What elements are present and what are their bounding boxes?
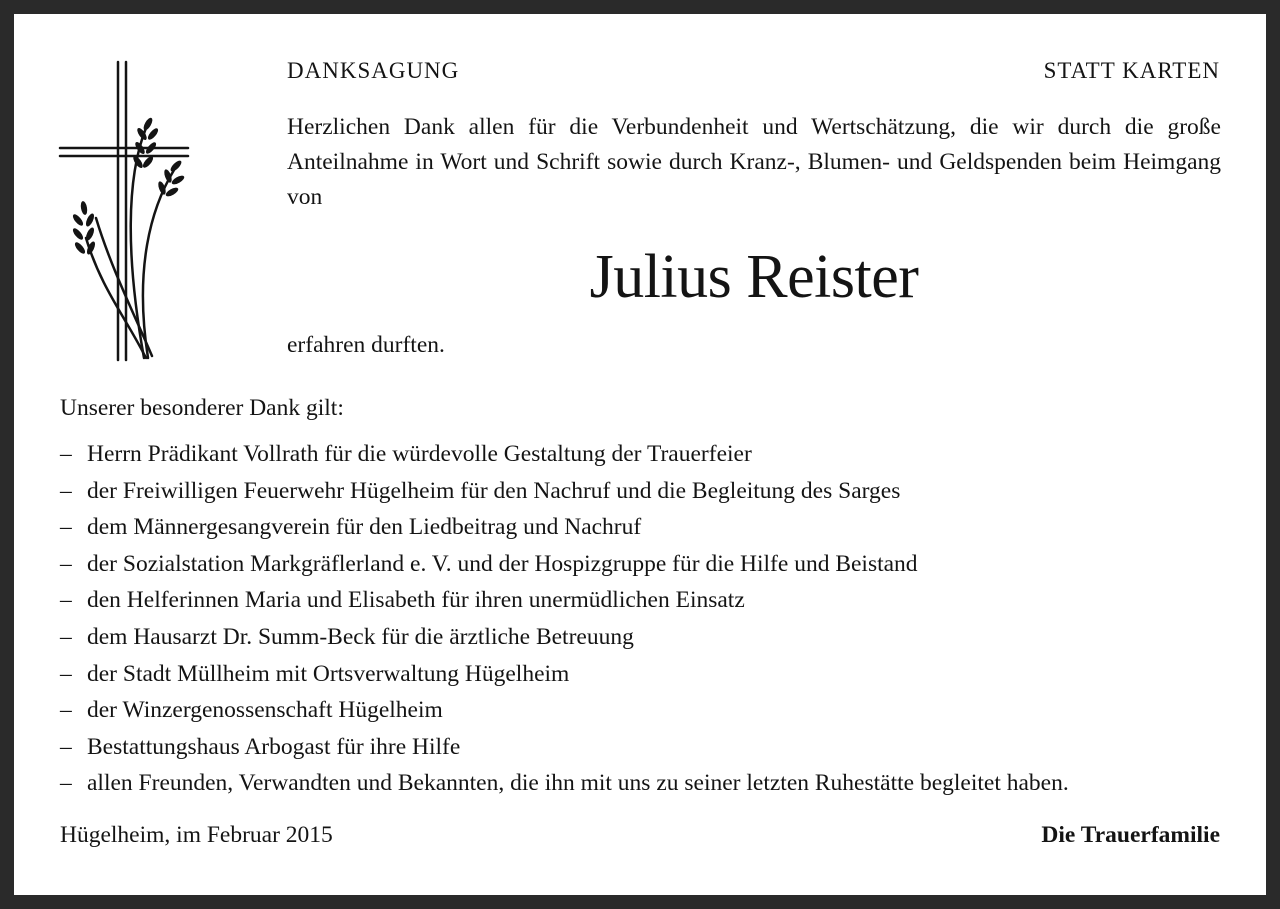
dash-marker: – bbox=[60, 697, 72, 724]
thanks-heading: Unserer besonderer Dank gilt: bbox=[60, 395, 344, 421]
dash-marker: – bbox=[60, 514, 72, 541]
list-item-text: den Helferinnen Maria und Elisabeth für ihren unermüdlichen Einsatz bbox=[87, 587, 745, 614]
list-item bbox=[60, 729, 1240, 766]
obituary-notice bbox=[14, 14, 1266, 895]
list-item-text: der Winzergenossenschaft Hügelheim bbox=[87, 697, 443, 724]
list-item bbox=[60, 473, 1240, 510]
list-item bbox=[60, 765, 1240, 802]
dash-marker: – bbox=[60, 441, 72, 467]
dash-marker: – bbox=[60, 477, 72, 504]
list-item-text: dem Hausarzt Dr. Summ-Beck für die ärztliche Betreuung bbox=[87, 623, 634, 650]
header-title: DANKSAGUNG bbox=[287, 58, 460, 83]
list-item bbox=[60, 509, 1240, 546]
dash-marker: – bbox=[60, 733, 72, 760]
header-subtitle: STATT KARTEN bbox=[1043, 58, 1220, 83]
after-name-text: erfahren durften. bbox=[287, 332, 445, 358]
list-item bbox=[60, 436, 1240, 473]
deceased-name: Julius Reister bbox=[589, 243, 919, 311]
dash-marker: – bbox=[60, 623, 72, 650]
dash-marker: – bbox=[60, 770, 72, 797]
list-item bbox=[60, 546, 1240, 583]
dash-marker: – bbox=[60, 550, 72, 577]
cross-with-wheat-icon bbox=[56, 58, 196, 368]
thanks-list bbox=[60, 436, 1240, 802]
signature: Die Trauerfamilie bbox=[1041, 822, 1220, 848]
list-item bbox=[60, 692, 1240, 729]
list-item-text: dem Männergesangverein für den Liedbeitrag und Nachruf bbox=[87, 514, 642, 541]
list-item-text: der Freiwilligen Feuerwehr Hügelheim für den Nachruf und die Begleitung des Sarges bbox=[87, 477, 901, 504]
list-item-text: allen Freunden, Verwandten und Bekannten, die ihn mit uns zu seiner letzten Ruhestätte begleitet haben. bbox=[87, 770, 1069, 797]
list-item bbox=[60, 619, 1240, 656]
dash-marker: – bbox=[60, 587, 72, 614]
list-item-text: der Sozialstation Markgräflerland e. V. und der Hospizgruppe für die Hilfe und Beistand bbox=[87, 550, 918, 577]
list-item-text: der Stadt Müllheim mit Ortsverwaltung Hügelheim bbox=[87, 660, 570, 687]
intro-text: Herzlichen Dank allen für die Verbundenheit und Wertschätzung, die wir durch die große Anteilnahme in Wort und Schrift sowie durch Kranz-, Blumen- und Geldspenden beim Heimgang von bbox=[287, 114, 1221, 210]
dash-marker: – bbox=[60, 660, 72, 687]
list-item bbox=[60, 656, 1240, 693]
list-item-text: Bestattungshaus Arbogast für ihre Hilfe bbox=[87, 733, 461, 760]
list-item-text: Herrn Prädikant Vollrath für die würdevolle Gestaltung der Trauerfeier bbox=[87, 441, 752, 467]
list-item bbox=[60, 582, 1240, 619]
place-date: Hügelheim, im Februar 2015 bbox=[60, 822, 333, 848]
